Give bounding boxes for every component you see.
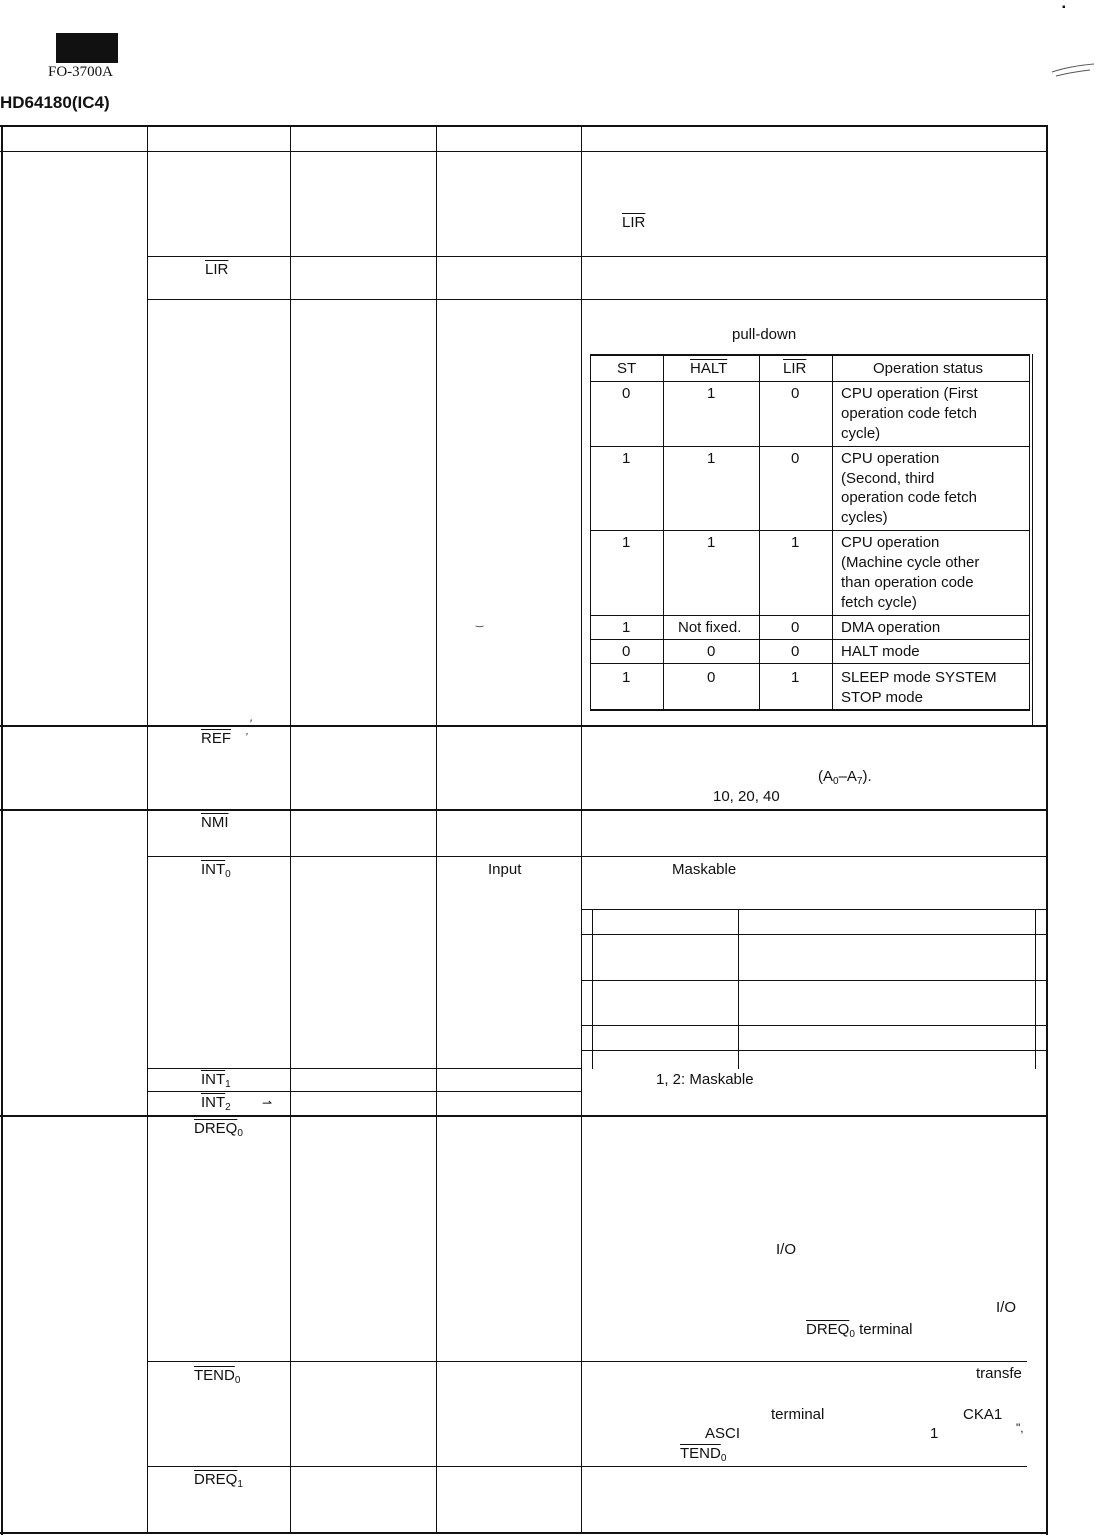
status-cell: cycles)	[841, 509, 888, 526]
tend0-asci: ASCI	[705, 1425, 741, 1442]
scan-mark: ▪	[1062, 2, 1066, 13]
scan-speck: ‿	[476, 617, 484, 627]
status-cell: STOP mode	[841, 689, 923, 706]
pin-dreq0: $DREQ_0$	[194, 1120, 243, 1139]
pulldown-note: pull-down	[732, 326, 797, 343]
pin-ref: $\overline{REF}$	[201, 730, 231, 747]
halt-cell: 1	[707, 534, 716, 551]
pin-tend0: $TEND_0$	[194, 1367, 241, 1386]
status-cell: (Machine cycle other	[841, 554, 980, 571]
int12-desc: 1, 2: Maskable	[656, 1071, 754, 1088]
tend0-terminal: terminal	[771, 1406, 825, 1423]
pin-int1: $\overline{INT}_1$	[201, 1071, 231, 1090]
status-cell: fetch cycle)	[841, 594, 917, 611]
st-cell: 1	[622, 534, 631, 551]
status-cell: SLEEP mode SYSTEM	[841, 669, 997, 686]
halt-cell: 1	[707, 385, 716, 402]
dreq0-terminal-note: $DREQ_0$ terminal	[806, 1321, 913, 1340]
status-cell: (Second, third	[841, 470, 935, 487]
scan-speck: ",	[1016, 1421, 1024, 1435]
dreq0-io-note: I/O	[776, 1241, 797, 1258]
scan-arrow: ⇀	[262, 1096, 273, 1110]
int0-desc: Maskable	[672, 861, 737, 878]
status-header: Operation status	[873, 360, 984, 377]
refresh-cycles: 10, 20, 40	[713, 788, 780, 805]
pin-int0: $\overline{INT}_0$	[201, 861, 231, 880]
lir-cell: 0	[791, 643, 800, 660]
tend0-transfer: transfe	[976, 1365, 1022, 1382]
status-cell: HALT mode	[841, 643, 920, 660]
halt-cell: 0	[707, 669, 716, 686]
st-header: ST	[617, 360, 637, 377]
halt-cell: 1	[707, 450, 716, 467]
chip-title: HD64180(IC4)	[0, 93, 110, 112]
int0-io: Input	[488, 861, 522, 878]
pin-lir: $\overline{LIR}$	[205, 261, 229, 278]
lir-header: $\overline{LIR}$	[783, 360, 807, 377]
st-cell: 1	[622, 450, 631, 467]
status-cell: operation code fetch	[841, 405, 977, 422]
lir-cell: 0	[791, 385, 800, 402]
status-cell: DMA operation	[841, 619, 941, 636]
status-cell: CPU operation	[841, 534, 940, 551]
scan-speck: ′	[246, 732, 248, 743]
scan-speck: ′	[250, 718, 253, 730]
pin-dreq1: $DREQ_1$	[194, 1471, 243, 1490]
lir-note: $\overline{LIR}$	[622, 214, 646, 231]
scan-mark-curve	[1050, 58, 1100, 78]
status-cell: operation code fetch	[841, 489, 977, 506]
st-cell: 0	[622, 643, 631, 660]
refresh-address: $(A_0-A_7)$.	[818, 768, 872, 787]
pin-nmi: $\overline{NMI}$	[201, 814, 229, 831]
lir-cell: 1	[791, 534, 800, 551]
tend0-one: 1	[930, 1425, 939, 1442]
status-cell: CPU operation	[841, 450, 940, 467]
logo-block	[56, 33, 118, 63]
st-cell: 1	[622, 669, 631, 686]
lir-cell: 0	[791, 450, 800, 467]
halt-cell: 0	[707, 643, 716, 660]
st-cell: 0	[622, 385, 631, 402]
status-cell: than operation code	[841, 574, 974, 591]
dreq0-io-note-2: I/O	[996, 1299, 1017, 1316]
pin-int2: $\overline{INT}_2$	[201, 1094, 231, 1113]
halt-cell: Not fixed.	[678, 619, 742, 636]
model-label: FO-3700A	[48, 64, 114, 80]
lir-cell: 1	[791, 669, 800, 686]
tend0-cka: CKA1	[963, 1406, 1003, 1423]
lir-cell: 0	[791, 619, 800, 636]
st-cell: 1	[622, 619, 631, 636]
status-cell: CPU operation (First	[841, 385, 978, 402]
tend0-pin-note: $TEND_0$	[680, 1445, 727, 1464]
halt-header: HALT	[690, 360, 728, 377]
status-cell: cycle)	[841, 425, 881, 442]
